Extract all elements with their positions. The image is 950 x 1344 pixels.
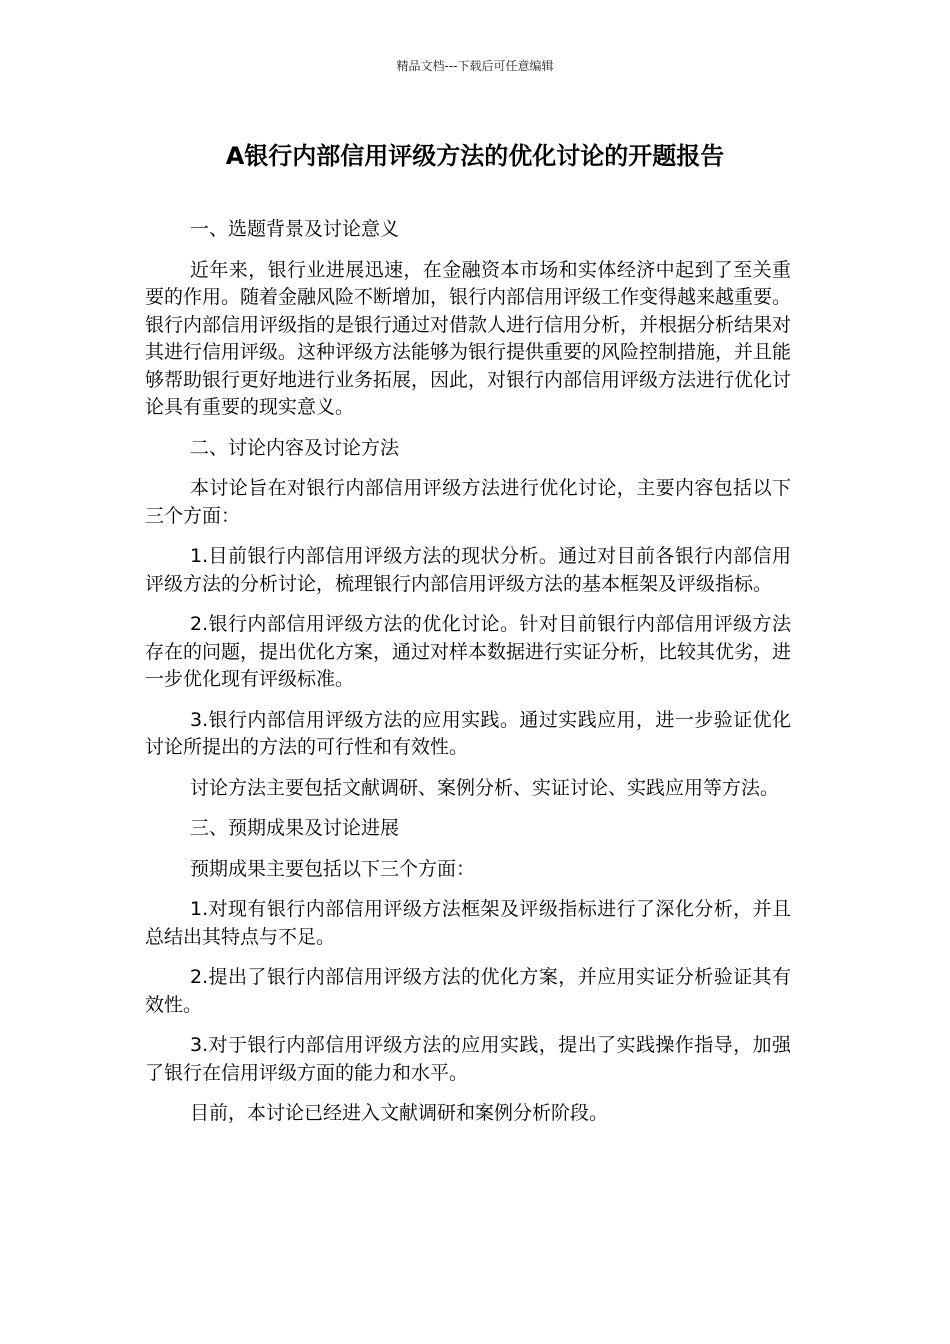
paragraph-content-intro: 本讨论旨在对银行内部信用评级方法进行优化讨论，主要内容包括以下三个方面： bbox=[145, 477, 791, 527]
paragraph-methods: 讨论方法主要包括文献调研、案例分析、实证讨论、实践应用等方法。 bbox=[190, 776, 780, 799]
list-item-result-2: 2.提出了银行内部信用评级方法的优化方案，并应用实证分析验证其有效性。 bbox=[145, 966, 791, 1016]
paragraph-progress: 目前，本讨论已经进入文献调研和案例分析阶段。 bbox=[190, 1102, 609, 1124]
paragraph-results-intro: 预期成果主要包括以下三个方面： bbox=[190, 857, 476, 880]
section-heading-background: 一、选题背景及讨论意义 bbox=[190, 218, 400, 240]
list-item-result-3: 3.对于银行内部信用评级方法的应用实践，提出了实践操作指导，加强了银行在信用评级方面的能力和水平。 bbox=[145, 1034, 791, 1084]
document-body bbox=[145, 216, 791, 1141]
list-item-content-2: 2.银行内部信用评级方法的优化讨论。针对目前银行内部信用评级方法存在的问题，提出优化方案，通过对样本数据进行实证分析，比较其优劣，进一步优化现有评级标准。 bbox=[145, 613, 792, 690]
list-item-content-1: 1.目前银行内部信用评级方法的现状分析。通过对目前各银行内部信用评级方法的分析讨论，梳理银行内部信用评级方法的基本框架及评级指标。 bbox=[145, 545, 791, 595]
paragraph-background: 近年来，银行业进展迅速，在金融资本市场和实体经济中起到了至关重要的作用。随着金融风险不断增加，银行内部信用评级工作变得越来越重要。银行内部信用评级指的是银行通过对借款人进行信用分析，并根据分析结果对其进行信用评级。这种评级方法能够为银行提供重要的风险控制措施，并且能够帮助银行更好地进行业务拓展，因此，对银行内部信用评级方法进行优化讨论具有重要的现实意义。 bbox=[145, 258, 792, 418]
list-item-content-3: 3.银行内部信用评级方法的应用实践。通过实践应用，进一步验证优化讨论所提出的方法的可行性和有效性。 bbox=[145, 708, 791, 758]
page-watermark: 精品文档---下载后可任意编辑 bbox=[396, 59, 554, 73]
section-heading-results: 三、预期成果及讨论进展 bbox=[190, 817, 400, 839]
section-heading-content-method: 二、讨论内容及讨论方法 bbox=[190, 436, 400, 459]
document-title: A银行内部信用评级方法的优化讨论的开题报告 bbox=[225, 142, 725, 170]
list-item-result-1: 1.对现有银行内部信用评级方法框架及评级指标进行了深化分析，并且总结出其特点与不足。 bbox=[145, 898, 791, 948]
